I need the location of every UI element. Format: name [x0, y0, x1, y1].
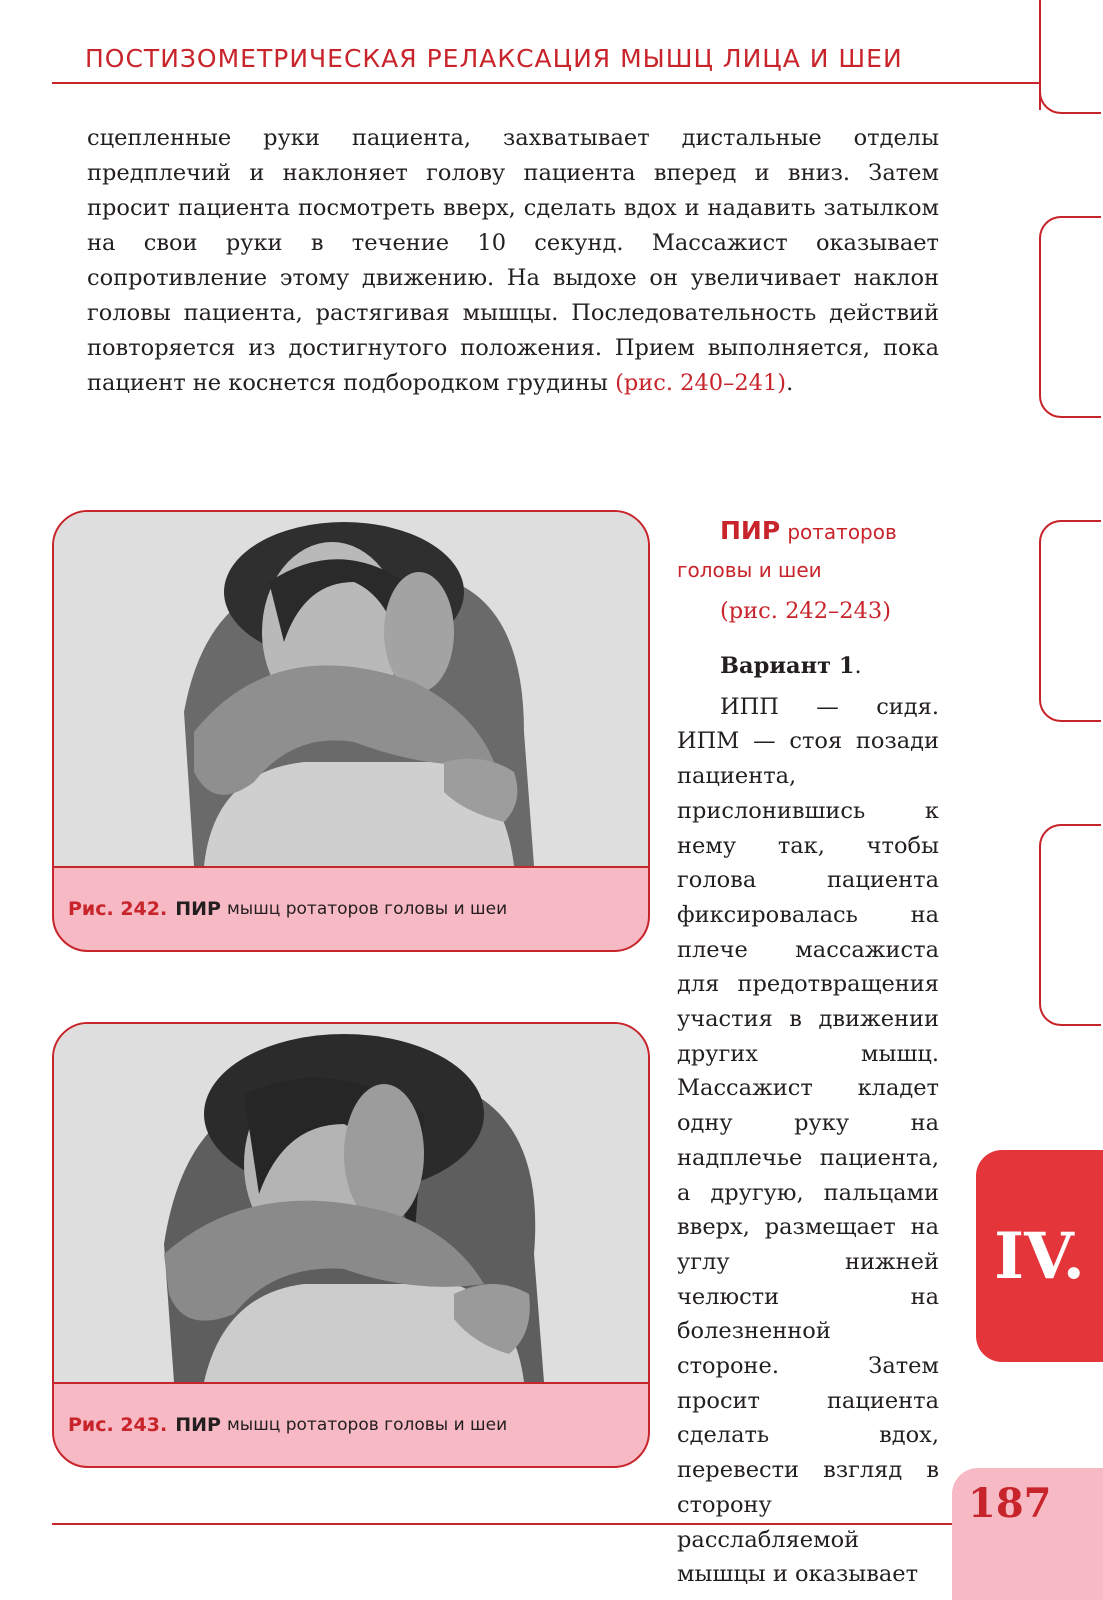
side-column — [677, 512, 939, 1592]
section-body: ИПП — сидя. ИПМ — стоя позади пациента, прислонившись к нему так, чтобы голова пациента фиксировалась на плече массажиста для предотвращения участия в движении других мышц. Массажист кладет одну руку на надплечье пациента, а другую, пальцами вверх, размещает на углу нижней челюсти на болезненной стороне. Затем просит пациента сделать вдох, перевести взгляд в сторону расслабляемой мышцы и оказывает — [677, 693, 939, 1588]
header-rule — [52, 82, 1039, 84]
photo-243 — [54, 1024, 648, 1382]
footer-rule — [52, 1523, 952, 1525]
section-figure-reference: (рис. 242–243) — [720, 598, 892, 624]
caption-242 — [54, 866, 648, 950]
caption-242-pir: ПИР — [175, 898, 221, 920]
caption-243-text: мышц ротаторов головы и шеи — [226, 1415, 508, 1435]
thumb-tab-3 — [1039, 520, 1101, 722]
caption-242-text: мышц ротаторов головы и шеи — [226, 899, 508, 919]
caption-242-number: Рис. 242. — [68, 898, 168, 920]
variant-label: Вариант 1 — [720, 653, 855, 679]
figure-243 — [52, 1022, 650, 1468]
page-number: 187 — [968, 1480, 1052, 1527]
chapter-marker: IV. — [976, 1150, 1103, 1362]
section-title-small: ротаторов — [787, 520, 897, 544]
section-title — [677, 512, 939, 589]
thumb-tab-2 — [1039, 216, 1101, 418]
caption-243-pir: ПИР — [175, 1414, 221, 1436]
photo-243-illustration — [54, 1024, 648, 1382]
section-title-bold: ПИР — [720, 516, 781, 545]
intro-paragraph — [87, 121, 939, 401]
intro-period: . — [786, 370, 794, 396]
photo-242-illustration — [54, 512, 648, 866]
figure-242 — [52, 510, 650, 952]
thumb-tab-4 — [1039, 824, 1101, 1026]
intro-figure-reference: (рис. 240–241) — [615, 370, 787, 396]
intro-text: сцепленные руки пациента, захватывает дистальные отделы предплечий и наклоняет голову пациента вперед и вниз. Затем просит пациента посмотреть вверх, сделать вдох и надавить затылком на свои руки в течение 10 секунд. Массажист оказывает сопротивление этому движению. На выдохе он увеличивает наклон головы пациента, растягивая мышцы. Последовательность действий повторяется из достигнутого положения. Прием выполняется, пока пациент не коснется подбородком грудины — [87, 125, 939, 396]
running-header: ПОСТИЗОМЕТРИЧЕСКАЯ РЕЛАКСАЦИЯ МЫШЦ ЛИЦА И ШЕИ — [85, 44, 903, 73]
caption-243 — [54, 1382, 648, 1466]
thumb-tab-1 — [1039, 0, 1101, 114]
caption-243-number: Рис. 243. — [68, 1414, 168, 1436]
section-title-line2: головы и шеи — [677, 558, 822, 582]
variant-heading — [677, 649, 939, 684]
variant-period: . — [854, 653, 862, 679]
photo-242 — [54, 512, 648, 866]
